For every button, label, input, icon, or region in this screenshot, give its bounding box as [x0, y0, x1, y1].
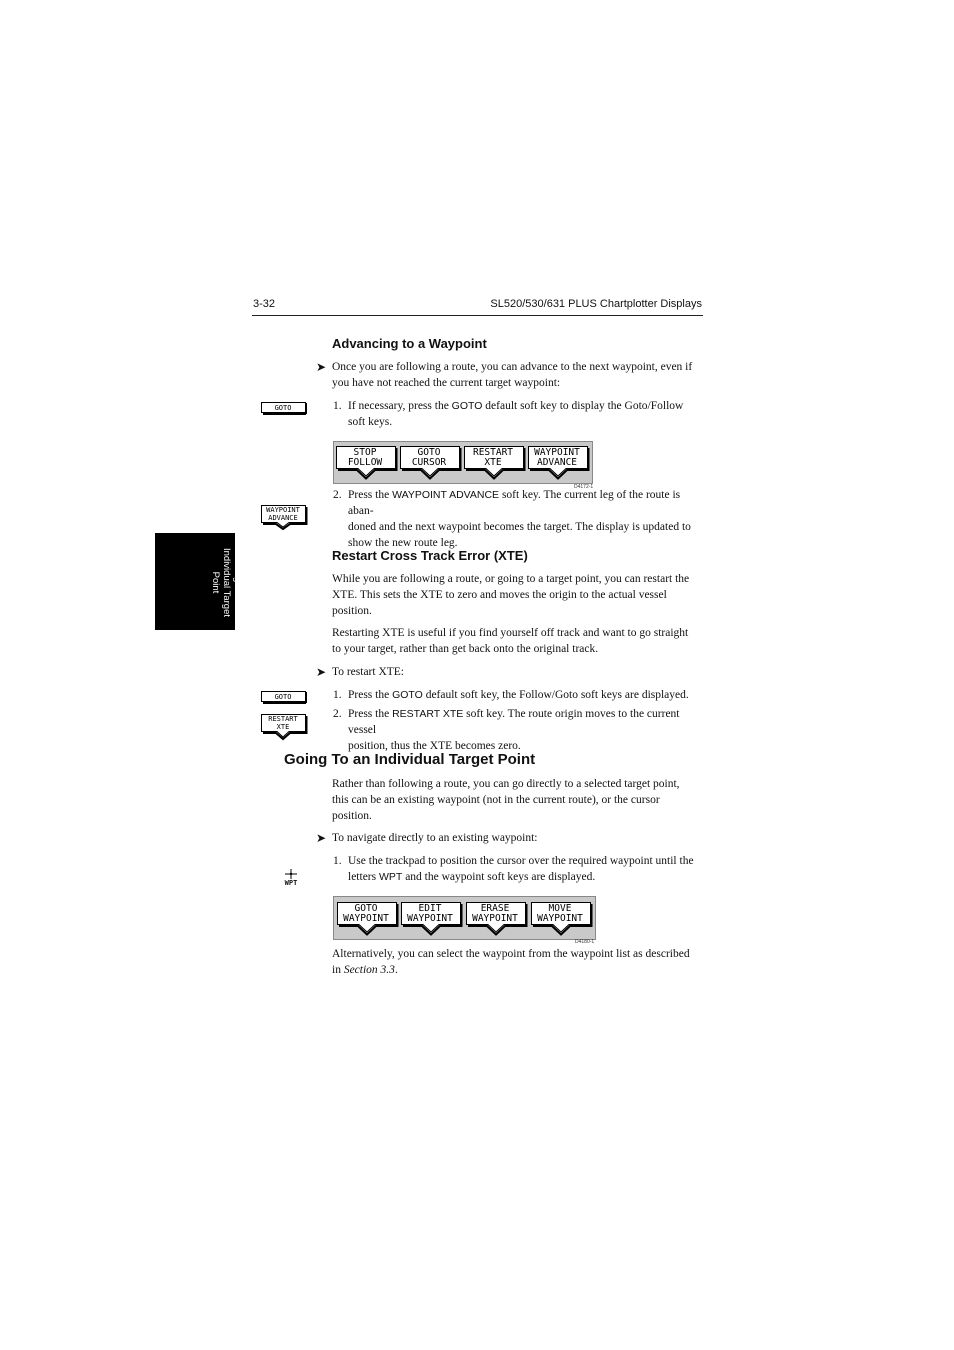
move-waypoint-softkey[interactable]: MOVE WAYPOINT	[531, 902, 591, 926]
heading-restart-xte: Restart Cross Track Error (XTE)	[332, 548, 528, 563]
step-number: 2.	[333, 708, 342, 720]
restart-bullet: To restart XTE:	[332, 666, 405, 678]
stop-follow-softkey[interactable]: STOP FOLLOW	[336, 446, 396, 470]
figure-id: D4172-1	[574, 484, 594, 490]
restart-step2: Press the RESTART XTE soft key. The route origin moves to the current vessel position, thus the XTE becomes zero.	[348, 708, 680, 752]
header-rule	[252, 315, 703, 316]
restart-paragraph-1: While you are following a route, or going to a target point, you can restart the XTE. This sets the XTE to zero and moves the origin to the actual vessel position.	[332, 573, 690, 617]
section-side-tab	[155, 533, 243, 630]
advancing-intro: Once you are following a route, you can advance to the next waypoint, even if you have not reached the current target waypoint:	[332, 361, 693, 389]
goto-softkey-icon: GOTO	[261, 402, 305, 421]
step-number: 1.	[333, 400, 342, 412]
figure-id: D4180-1	[575, 939, 595, 945]
erase-waypoint-softkey[interactable]: ERASE WAYPOINT	[466, 902, 526, 926]
bullet-arrow-icon: ➤	[316, 665, 327, 679]
edit-waypoint-softkey[interactable]: EDIT WAYPOINT	[401, 902, 461, 926]
target-step1: Use the trackpad to position the cursor over the required waypoint until the letters WPT and the waypoint soft keys are displayed.	[348, 855, 694, 883]
side-tab-line: Individual Target	[221, 547, 232, 617]
target-paragraph: Rather than following a route, you can go directly to a selected target point, this can be an existing waypoint (not in the current route), or the cursor position.	[332, 778, 680, 822]
restart-xte-softkey-icon: RESTART XTE	[261, 714, 305, 740]
restart-xte-softkey[interactable]: RESTART XTE	[464, 446, 524, 470]
step-number: 2.	[333, 489, 342, 501]
target-bullet: To navigate directly to an existing waypoint:	[332, 832, 538, 844]
heading-target-point: Going To an Individual Target Point	[284, 751, 536, 768]
goto-waypoint-softkey[interactable]: GOTO WAYPOINT	[337, 902, 397, 926]
bullet-arrow-icon: ➤	[316, 360, 327, 374]
advancing-step2: Press the WAYPOINT ADVANCE soft key. The current leg of the route is aban- doned and the next waypoint becomes the target. The display is updated to show the new route leg.	[348, 489, 691, 549]
restart-paragraph-2: Restarting XTE is useful if you find yourself off track and want to go straight to your target, rather than get back onto the original track.	[332, 627, 689, 655]
target-alternative: Alternatively, you can select the waypoint from the waypoint list as described in Section 3.3.	[332, 948, 690, 976]
side-tab-text	[210, 535, 243, 630]
goto-softkey-icon: GOTO	[261, 691, 305, 710]
waypoint-advance-softkey-icon: WAYPOINT ADVANCE	[261, 505, 305, 531]
waypoint-advance-softkey[interactable]: WAYPOINT ADVANCE	[528, 446, 588, 470]
step-number: 1.	[333, 855, 342, 867]
goto-cursor-softkey[interactable]: GOTO CURSOR	[400, 446, 460, 470]
restart-step1: Press the GOTO default soft key, the Follow/Goto soft keys are displayed.	[348, 689, 689, 701]
advancing-step1: If necessary, press the GOTO default soft key to display the Goto/Follow soft keys.	[348, 400, 684, 428]
step-number: 1.	[333, 689, 342, 701]
side-tab-line: Point	[210, 571, 221, 594]
page-number: 3-32	[253, 298, 276, 310]
cursor-wpt-icon: WPT	[282, 868, 300, 888]
bullet-arrow-icon: ➤	[316, 831, 327, 845]
side-tab-line: Going To an	[232, 556, 243, 609]
document-title: SL520/530/631 PLUS Chartplotter Displays	[490, 298, 702, 310]
heading-advancing: Advancing to a Waypoint	[332, 336, 487, 351]
